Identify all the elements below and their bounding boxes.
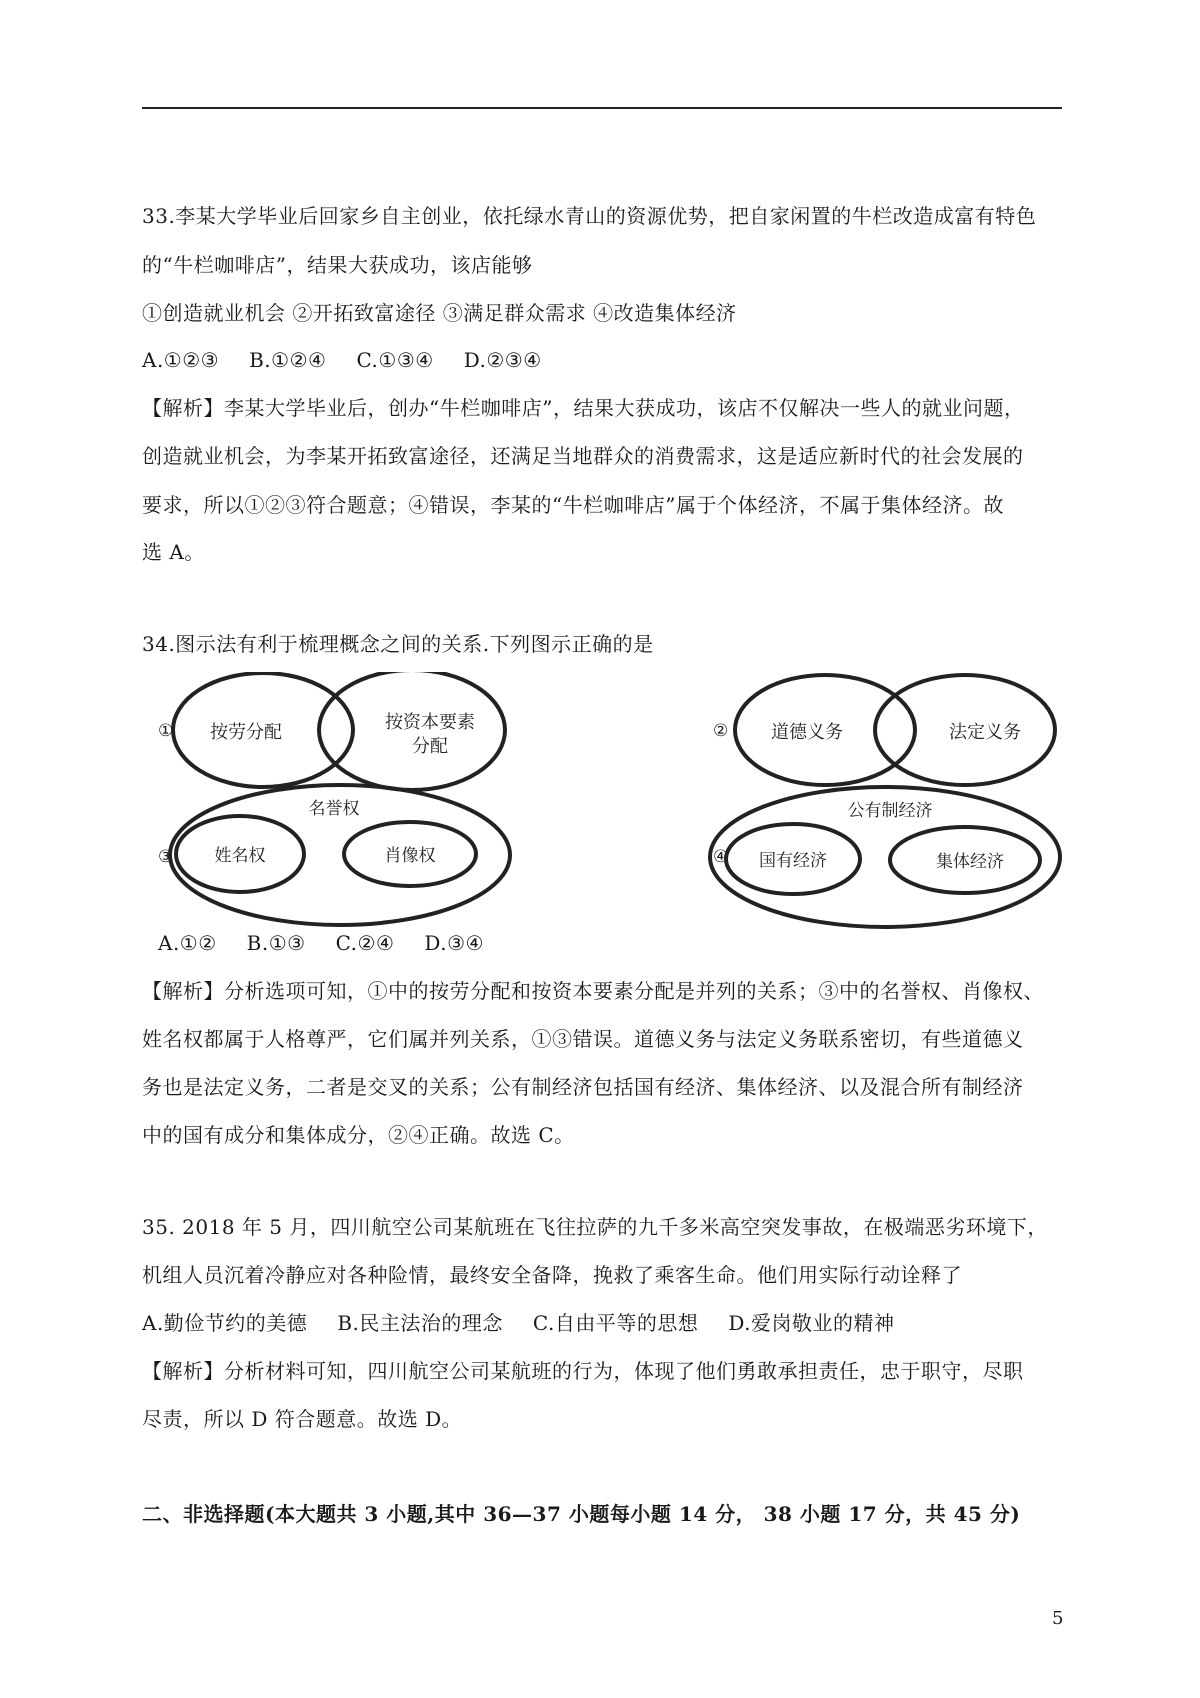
q35-analysis-line-2: 尽责，所以 D 符合题意。故选 D。 <box>142 1407 463 1431</box>
diagram-1-right-label-1: 按资本要素 <box>385 712 475 733</box>
diagram-2-left-label: 道德义务 <box>771 722 843 743</box>
q35-analysis-line-1: 【解析】分析材料可知，四川航空公司某航班的行为，体现了他们勇敢承担责任，忠于职守，尽职 <box>142 1359 1024 1383</box>
page-number: 5 <box>1052 1608 1064 1629</box>
q33-options <box>142 350 572 370</box>
diagram-3 <box>158 785 510 925</box>
q35-option-b: B.民主法治的理念 <box>337 1311 503 1335</box>
q35-stem-line-1: 35. 2018 年 5 月，四川航空公司某航班在飞往拉萨的九千多米高空突发事故，在极端恶劣环境下， <box>142 1215 1048 1239</box>
q34-option-d: D.③④ <box>424 931 484 955</box>
diagram-1-left-label: 按劳分配 <box>210 722 282 743</box>
q33-stem-line-2: 的“牛栏咖啡店”，结果大获成功，该店能够 <box>142 253 533 277</box>
q33-analysis-line-2: 创造就业机会，为李某开拓致富途径，还满足当地群众的消费需求，这是适应新时代的社会发展的 <box>142 444 1024 468</box>
diagram-4-marker: ④ <box>713 847 729 867</box>
diagram-2 <box>713 675 1055 785</box>
q34-analysis-line-2: 姓名权都属于人格尊严，它们属并列关系，①③错误。道德义务与法定义务联系密切，有些道德义 <box>142 1027 1024 1051</box>
diagram-4-right-label: 集体经济 <box>936 852 1004 872</box>
q33-option-b: B.①②④ <box>249 348 327 372</box>
diagram-2-right-label: 法定义务 <box>949 722 1021 743</box>
section-2-heading: 二、非选择题(本大题共 3 小题,其中 36—37 小题每小题 14 分， 38 小题 17 分，共 45 分) <box>142 1502 1021 1526</box>
q35-option-d: D.爱岗敬业的精神 <box>728 1311 895 1335</box>
diagram-4-left-label: 国有经济 <box>759 851 827 871</box>
q35-stem-line-2: 机组人员沉着冷静应对各种险情，最终安全备降，挽救了乘客生命。他们用实际行动诠释了 <box>142 1263 962 1287</box>
q33-analysis-line-4: 选 A。 <box>142 540 205 564</box>
diagram-4-outer-label: 公有制经济 <box>847 801 933 821</box>
q34-stem: 34.图示法有利于梳理概念之间的关系.下列图示正确的是 <box>142 632 654 656</box>
q33-statements: ①创造就业机会 ②开拓致富途径 ③满足群众需求 ④改造集体经济 <box>142 301 737 325</box>
q33-option-a: A.①②③ <box>142 348 220 372</box>
q33-analysis-line-3: 要求，所以①②③符合题意；④错误，李某的“牛栏咖啡店”属于个体经济，不属于集体经济。故 <box>142 493 1004 517</box>
q34-option-c: C.②④ <box>335 931 395 955</box>
q34-analysis-line-4: 中的国有成分和集体成分，②④正确。故选 C。 <box>142 1123 575 1147</box>
q34-analysis-line-3: 务也是法定义务，二者是交叉的关系；公有制经济包括国有经济、集体经济、以及混合所有制经济 <box>142 1075 1024 1099</box>
diagram-1-right-label-2: 分配 <box>412 736 448 757</box>
diagram-1 <box>158 672 505 790</box>
diagram-3-right-label: 肖像权 <box>384 846 436 866</box>
diagram-3-outer-label: 名誉权 <box>308 799 360 819</box>
q33-stem-line-1: 33.李某大学毕业后回家乡自主创业，依托绿水青山的资源优势，把自家闲置的牛栏改造成富有特色 <box>142 204 1037 228</box>
header-rule <box>142 107 1062 109</box>
q35-option-a: A.勤俭节约的美德 <box>142 1311 308 1335</box>
diagram-4 <box>710 787 1060 927</box>
q34-option-b: B.①③ <box>246 931 306 955</box>
q33-analysis-line-1: 【解析】李某大学毕业后，创办“牛栏咖啡店”，结果大获成功，该店不仅解决一些人的就业问题， <box>142 396 1025 420</box>
diagram-2-marker: ② <box>713 721 729 741</box>
q33-option-c: C.①③④ <box>356 348 434 372</box>
diagram-1-marker: ① <box>158 721 174 741</box>
q34-options <box>158 933 514 953</box>
q34-option-a: A.①② <box>158 931 217 955</box>
q34-diagrams <box>150 672 1070 932</box>
q33-option-d: D.②③④ <box>463 348 542 372</box>
q34-analysis-line-1: 【解析】分析选项可知，①中的按劳分配和按资本要素分配是并列的关系；③中的名誉权、肖像权、 <box>142 979 1044 1003</box>
diagram-3-marker: ③ <box>158 847 174 867</box>
q35-option-c: C.自由平等的思想 <box>532 1311 699 1335</box>
q35-options <box>142 1313 925 1333</box>
diagram-3-left-label: 姓名权 <box>214 846 266 866</box>
